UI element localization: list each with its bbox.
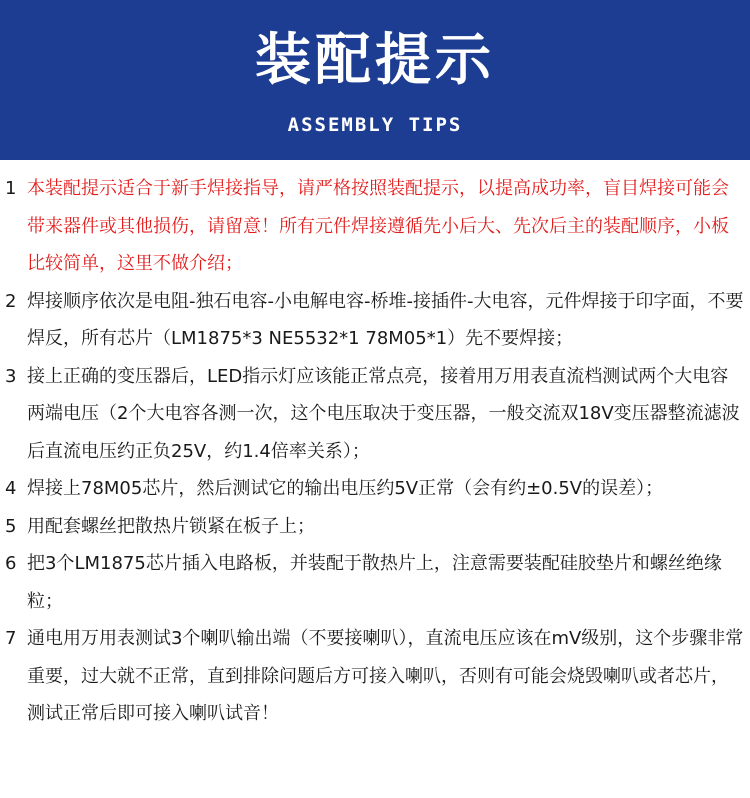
tip-item	[0, 170, 750, 283]
tip-number: 3	[5, 365, 17, 387]
page-subtitle: ASSEMBLY TIPS	[287, 114, 463, 136]
tip-item	[0, 358, 750, 471]
tip-text: 通电用万用表测试3个喇叭输出端（不要接喇叭），直流电压应该在mV级别，这个步骤非常重要，过大就不正常，直到排除问题后方可接入喇叭，否则有可能会烧毁喇叭或者芯片，测试正常后即可接入喇叭试音！	[27, 628, 744, 724]
page-title: 装配提示	[255, 28, 495, 93]
tip-item	[0, 470, 750, 508]
tip-text: 本装配提示适合于新手焊接指导，请严格按照装配提示，以提高成功率，盲目焊接可能会带来器件或其他损伤，请留意！所有元件焊接遵循先小后大、先次后主的装配顺序，小板比较简单，这里不做介绍；	[27, 178, 729, 274]
tip-text: 焊接顺序依次是电阻-独石电容-小电解电容-桥堆-接插件-大电容，元件焊接于印字面，不要焊反，所有芯片（LM1875*3 NE5532*1 78M05*1）先不要焊接；	[27, 290, 744, 349]
tip-text: 接上正确的变压器后，LED指示灯应该能正常点亮，接着用万用表直流档测试两个大电容两端电压（2个大电容各测一次，这个电压取决于变压器，一般交流双18V变压器整流滤波后直流电压约正负25V，约1.4倍率关系）；	[27, 365, 740, 462]
tip-item	[0, 620, 750, 733]
tips-list	[0, 170, 750, 733]
tip-item	[0, 508, 750, 546]
tip-number: 1	[5, 178, 17, 199]
tip-text: 焊接上78M05芯片，然后测试它的输出电压约5V正常（会有约±0.5V的误差）；	[27, 478, 664, 499]
tip-number: 6	[5, 553, 17, 574]
tip-text: 把3个LM1875芯片插入电路板，并装配于散热片上，注意需要装配硅胶垫片和螺丝绝缘粒；	[27, 553, 722, 612]
tip-number: 4	[5, 478, 17, 499]
tip-number: 2	[5, 290, 17, 312]
tip-item	[0, 545, 750, 620]
tip-number: 5	[5, 515, 17, 537]
tip-number: 7	[5, 628, 17, 649]
tip-item	[0, 283, 750, 358]
tip-text: 用配套螺丝把散热片锁紧在板子上；	[27, 515, 315, 537]
header-banner	[0, 0, 750, 160]
